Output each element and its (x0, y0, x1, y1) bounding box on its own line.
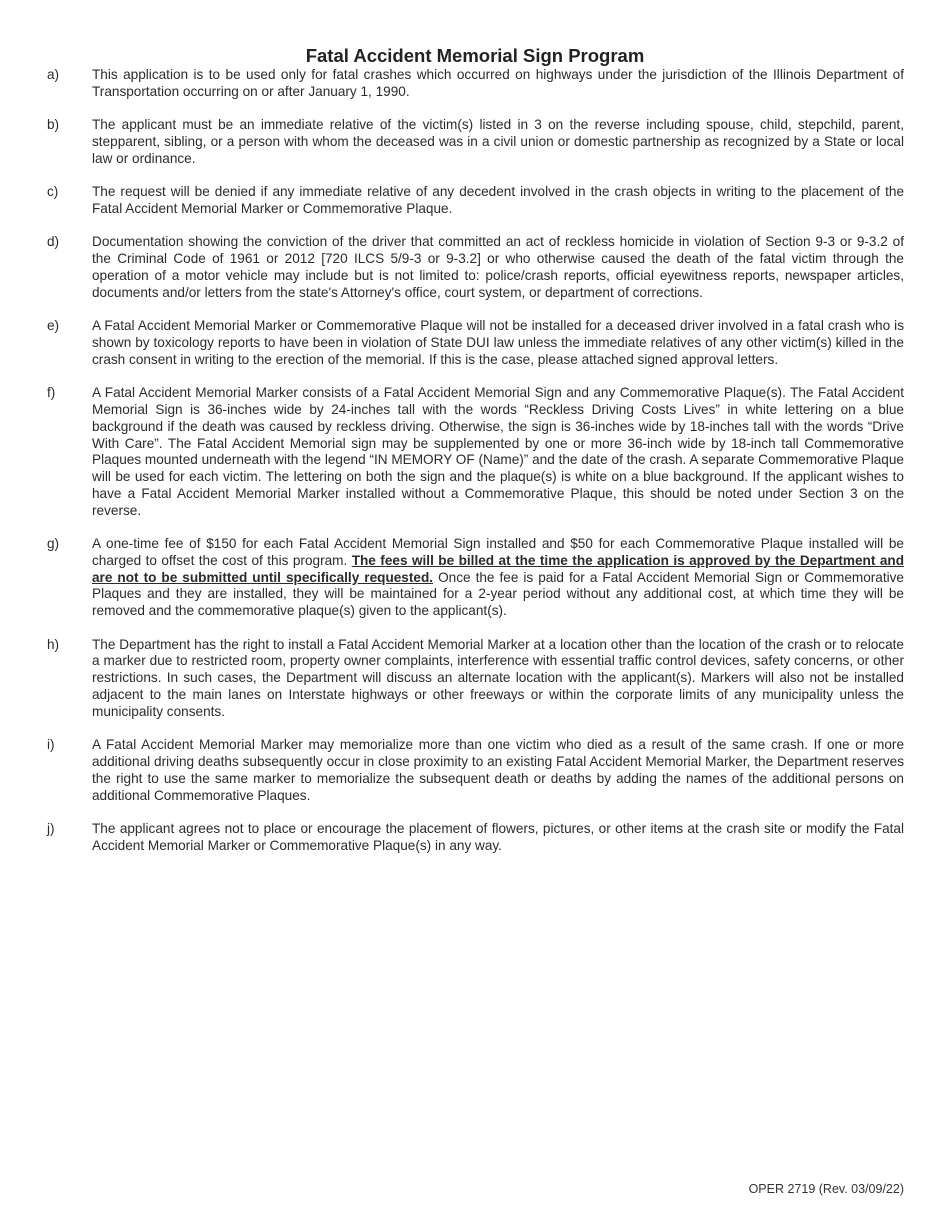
list-item (47, 536, 904, 620)
list-item (47, 637, 904, 721)
item-letter: h) (47, 636, 60, 652)
list-item (47, 821, 904, 855)
item-text-rest: Once the fee is paid for a Fatal Accident Memorial Sign or Commemorative Plaques and they are installed, they will be maintained for a 2-year period without any additional cost, at which time they will be removed and the commemorative plaque(s) given to the applicant(s). (92, 569, 904, 619)
item-text: The applicant agrees not to place or encourage the placement of flowers, pictures, or other items at the crash site or modify the Fatal Accident Memorial Marker or Commemorative Plaque(s) in any way. (92, 821, 904, 853)
list-item (47, 117, 904, 167)
item-letter: j) (47, 821, 55, 837)
item-letter: e) (47, 318, 60, 334)
item-text: The Department has the right to install a Fatal Accident Memorial Marker at a location other than the location of the crash or to relocate a marker due to restricted room, property owner complaints, interference with essential traffic control devices, safety concerns, or other restrictions. In such cases, the Department will discuss an alternate location with the applicant(s). Markers will also not be installed adjacent to the main lanes on Interstate highways or other freeways or within the corporate limits of any municipality unless the municipality consents. (92, 636, 904, 719)
list-item (47, 737, 904, 804)
form-number: OPER 2719 (Rev. 03/09/22) (748, 1182, 904, 1196)
item-letter: c) (47, 184, 59, 200)
list-item (47, 67, 904, 101)
item-letter: d) (47, 234, 60, 250)
item-letter: b) (47, 117, 60, 133)
item-text: A Fatal Accident Memorial Marker may memorialize more than one victim who died as a result of the same crash. If one or more additional driving deaths subsequently occur in close proximity to an existing Fatal Accident Memorial Marker, the Department reserves the right to use the same marker to memorialize the subsequent death or deaths by adding the names of the additional persons on additional Commemorative Plaques. (92, 737, 904, 803)
list-item (47, 385, 904, 519)
item-text: The applicant must be an immediate relative of the victim(s) listed in 3 on the reverse including spouse, child, stepchild, parent, stepparent, sibling, or a person with whom the deceased was in a civil union or domestic partnership as recognized by a State or local law or ordinance. (92, 117, 904, 166)
list-item (47, 184, 904, 218)
item-letter: f) (47, 385, 56, 401)
list-item (47, 318, 904, 368)
item-text-intro: A one-time fee of $150 for each Fatal Accident Memorial Sign installed and $50 for each Commemorative Plaque installed will be charged to offset the cost of this program. (92, 536, 904, 568)
item-letter: i) (47, 737, 55, 753)
item-letter: g) (47, 536, 60, 552)
item-text: A Fatal Accident Memorial Marker or Commemorative Plaque will not be installed for a deceased driver involved in a fatal crash who is shown by toxicology reports to have been in violation of State DUI law unless the immediate relatives of any other victim(s) killed in the crash consent in writing to the erection of the memorial. If this is the case, please attached signed approval letters. (92, 318, 904, 367)
item-text: Documentation showing the conviction of the driver that committed an act of reckless homicide in violation of Section 9-3 or 9-3.2 of the Criminal Code of 1961 or 2012 [720 ILCS 5/9-3 or 9-3.2] or who otherwise caused the death of the fatal victim through the operation of a motor vehicle may include but is not limited to: police/crash reports, official eyewitness reports, newspaper articles, documents and/or letters from the state's Attorney's office, court system, or department of corrections. (92, 234, 904, 300)
item-text (92, 536, 904, 620)
item-text: A Fatal Accident Memorial Marker consists of a Fatal Accident Memorial Sign and any Commemorative Plaque(s). The Fatal Accident Memorial Sign is 36-inches wide by 24-inches tall with the words “Reckless Driving Costs Lives” in white lettering on a blue background if the death was caused by reckless driving. Otherwise, the sign is 36-inches wide by 18-inches tall with the words “Drive With Care”. The Fatal Accident Memorial sign may be supplemented by one or more 36-inch wide by 18-inch tall Commemorative Plaques mounted underneath with the legend “IN MEMORY OF (Name)” and the date of the crash. A separate Commemorative Plaque will be used for each victim. The lettering on both the sign and the plaque(s) is white on a blue background. If the applicant wishes to have a Fatal Accident Memorial Marker installed without a Commemorative Plaque, this should be noted under Section 3 on the reverse. (92, 385, 904, 518)
item-letter: a) (47, 67, 60, 82)
program-rules-list (47, 67, 904, 871)
item-text: The request will be denied if any immediate relative of any decedent involved in the crash objects in writing to the placement of the Fatal Accident Memorial Marker or Commemorative Plaque. (92, 184, 904, 216)
fee-billing-notice: The fees will be billed at the time the application is approved by the Department and are not to be submitted until specifically requested. (92, 552, 904, 585)
page-title: Fatal Accident Memorial Sign Program (305, 45, 645, 66)
item-text: This application is to be used only for fatal crashes which occurred on highways under the jurisdiction of the Illinois Department of Transportation occurring on or after January 1, 1990. (92, 67, 904, 99)
list-item (47, 234, 904, 301)
